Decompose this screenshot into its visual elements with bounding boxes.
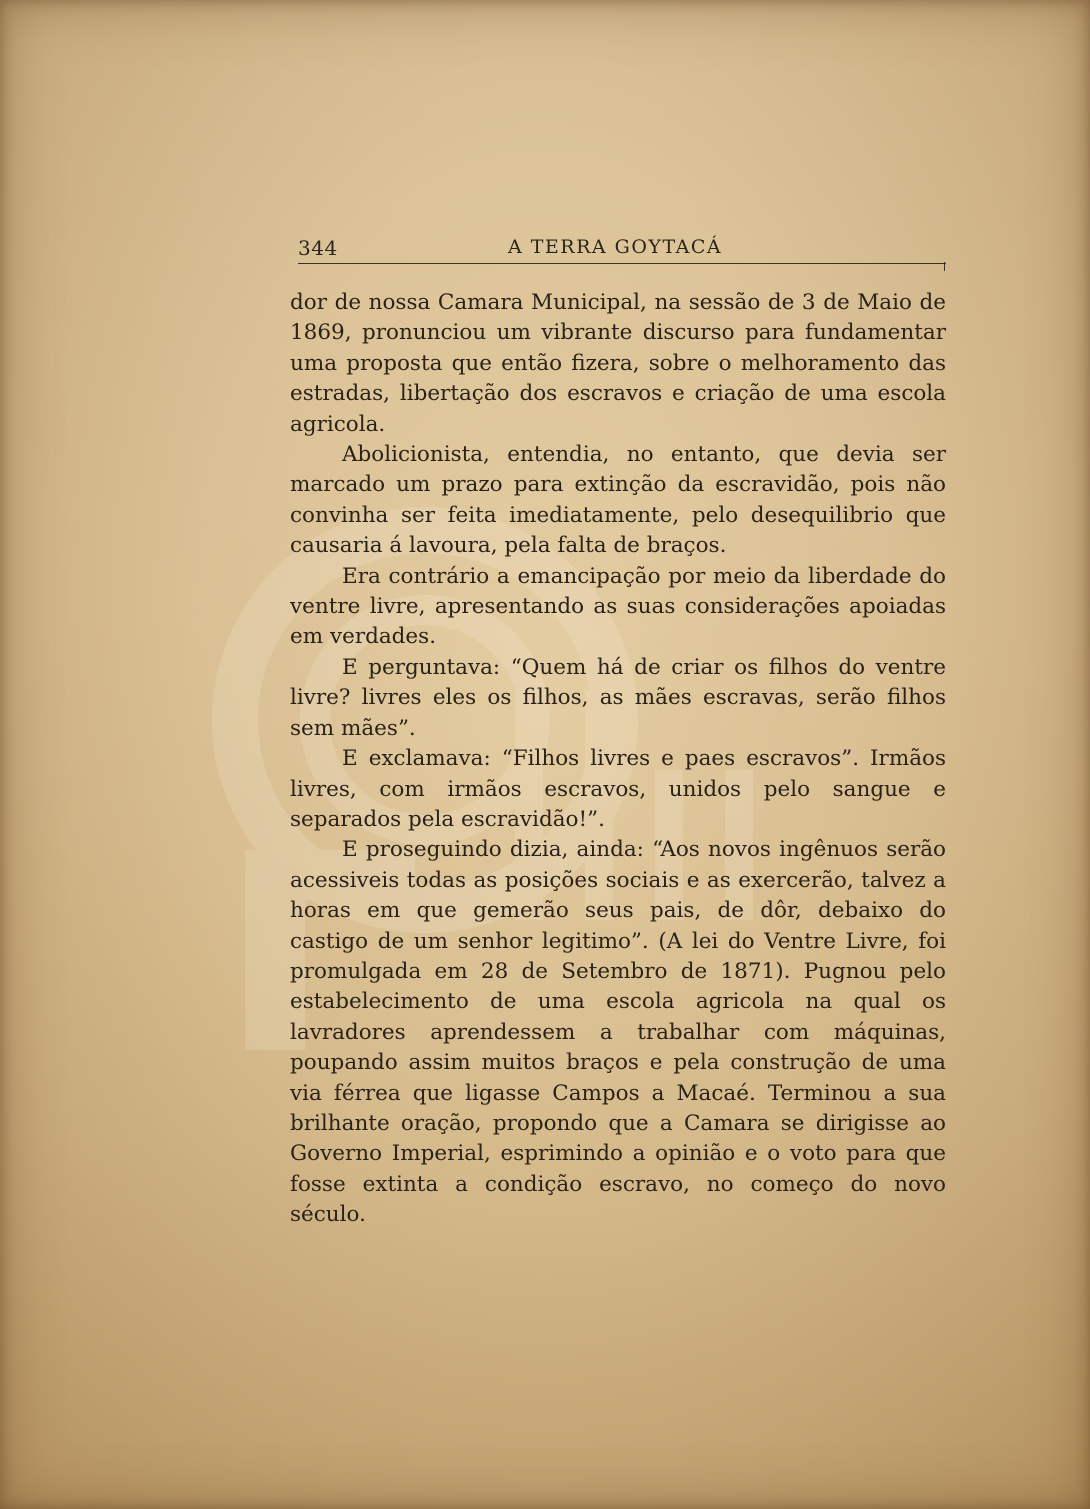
paragraph-4: E perguntava: “Quem há de criar os filhos do ventre livre? livres eles os filhos, as mães escravas, serão filhos sem mães”. [290, 654, 946, 741]
body-text [290, 288, 946, 1231]
running-title: A TERRA GOYTACÁ [508, 236, 723, 258]
header-rule [298, 263, 946, 264]
paragraph-2: Abolicionista, entendia, no entanto, que devia ser marcado um prazo para extinção da escravidão, pois não convinha ser feita imediatamente, pelo desequilibrio que causaria á lavoura, pela falta de braços. [290, 442, 946, 559]
paragraph-6: E proseguindo dizia, ainda: “Aos novos ingênuos serão acessiveis todas as posições sociais e as exercerão, talvez a horas em que gemerão seus pais, de dôr, debaixo do castigo de um senhor legitimo”. (A lei do Ventre Livre, foi promulgada em 28 de Setembro de 1871). Pugnou pelo estabelecimento de uma escola agricola na qual os lavradores aprendessem a trabalhar com máquinas, poupando assim muitos braços e pela construção de uma via férrea que ligasse Campos a Macaé. Terminou a sua brilhante oração, propondo que a Camara se dirigisse ao Governo Imperial, esprimindo a opinião e o voto para que fosse extinta a condição escravo, no começo do novo século. [290, 837, 946, 1228]
page-header [298, 232, 946, 266]
page-number: 344 [298, 236, 338, 260]
paragraph-3: Era contrário a emancipação por meio da liberdade do ventre livre, apresentando as suas considerações apoiadas em verdades. [290, 563, 946, 650]
paragraph-5: E exclamava: “Filhos livres e paes escravos”. Irmãos livres, com irmãos escravos, unidos pelo sangue e separados pela escravidão!”. [290, 746, 946, 832]
paragraph-1: dor de nossa Camara Municipal, na sessão de 3 de Maio de 1869, pronunciou um vibrante discurso para fundamentar uma proposta que então fizera, sobre o melhoramento das estradas, libertação dos escravos e criação de uma escola agricola. [290, 290, 946, 437]
header-rule-tick [944, 262, 945, 271]
